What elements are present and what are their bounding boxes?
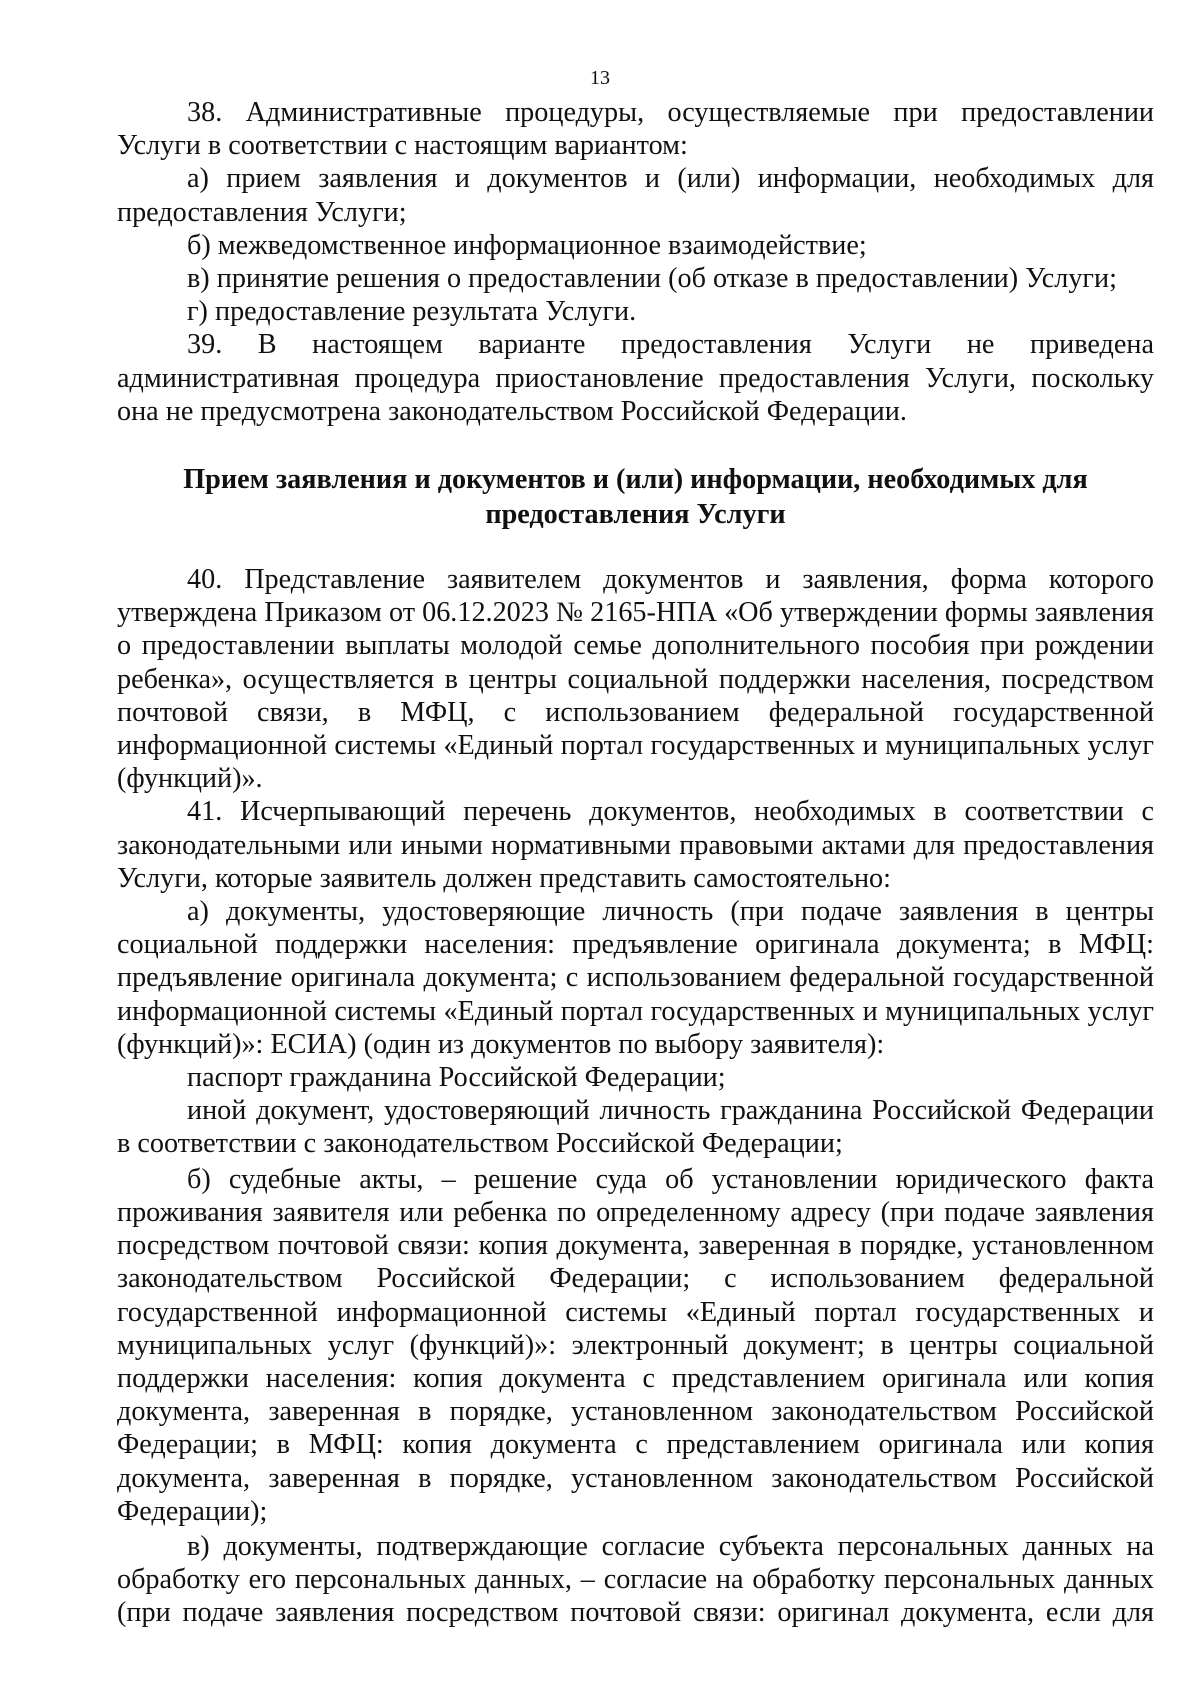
paragraph-38-a: а) прием заявления и документов и (или) информации, необходимых для предоставления Услуги; [117,163,1154,228]
paragraph-41-b: б) судебные акты, – решение суда об установлении юридического факта проживания заявителя или ребенка по определенному адресу (при подаче заявления посредством почтовой связи: копия документа, заверенная в порядке, установленном законодательством Российской Федерации; с использованием федеральной государственной информационной системы «Единый портал государственных и муниципальных услуг (функций)»: электронный документ; в центры социальной поддержки населения: копия документа с представлением оригинала или копия документа, заверенная в порядке, установленном законодательством Российской Федерации; в МФЦ: копия документа с представлением оригинала или копия документа, заверенная в порядке, установленном законодательством Российской Федерации); [117,1163,1154,1527]
paragraph-41: 41. Исчерпывающий перечень документов, необходимых в соответствии с законодательными или иными нормативными правовыми актами для предоставления Услуги, которые заявитель должен представить самостоятельно: [117,796,1154,894]
paragraph-41-other-id: иной документ, удостоверяющий личность гражданина Российской Федерации в соответствии с законодательством Российской Федерации; [117,1095,1154,1160]
page-number: 13 [590,67,610,89]
paragraph-40: 40. Представление заявителем документов и заявления, форма которого утверждена Приказом от 06.12.2023 № 2165-НПА «Об утверждении формы заявления о предоставлении выплаты молодой семье дополнительного пособия при рождении ребенка», осуществляется в центры социальной поддержки населения, посредством почтовой связи, в МФЦ, с использованием федеральной государственной информационной системы «Единый портал государственных и муниципальных услуг (функций)». [117,564,1154,795]
paragraph-38-v: в) принятие решения о предоставлении (об отказе в предоставлении) Услуги; [187,263,1117,295]
paragraph-38: 38. Административные процедуры, осуществляемые при предоставлении Услуги в соответствии с настоящим вариантом: [117,97,1154,162]
paragraph-39: 39. В настоящем варианте предоставления Услуги не приведена административная процедура приостановление предоставления Услуги, поскольку она не предусмотрена законодательством Российской Федерации. [117,329,1154,427]
document-body [117,96,1154,1630]
paragraph-41-a: а) документы, удостоверяющие личность (при подаче заявления в центры социальной поддержки населения: предъявление оригинала документа; в МФЦ: предъявление оригинала документа; с использованием федеральной государственной информационной системы «Единый портал государственных и муниципальных услуг (функций)»: ЕСИА) (один из документов по выбору заявителя): [117,896,1154,1060]
section-heading: Прием заявления и документов и (или) информации, необходимых для предоставления Услуги [183,464,1088,531]
paragraph-38-g: г) предоставление результата Услуги. [187,296,637,328]
paragraph-41-v: в) документы, подтверждающие согласие субъекта персональных данных на обработку его персональных данных, – согласие на обработку персональных данных (при подаче заявления посредством почтовой связи: оригинал документа, если для [117,1530,1154,1629]
paragraph-41-passport: паспорт гражданина Российской Федерации; [187,1062,726,1094]
paragraph-38-b: б) межведомственное информационное взаимодействие; [187,229,867,261]
